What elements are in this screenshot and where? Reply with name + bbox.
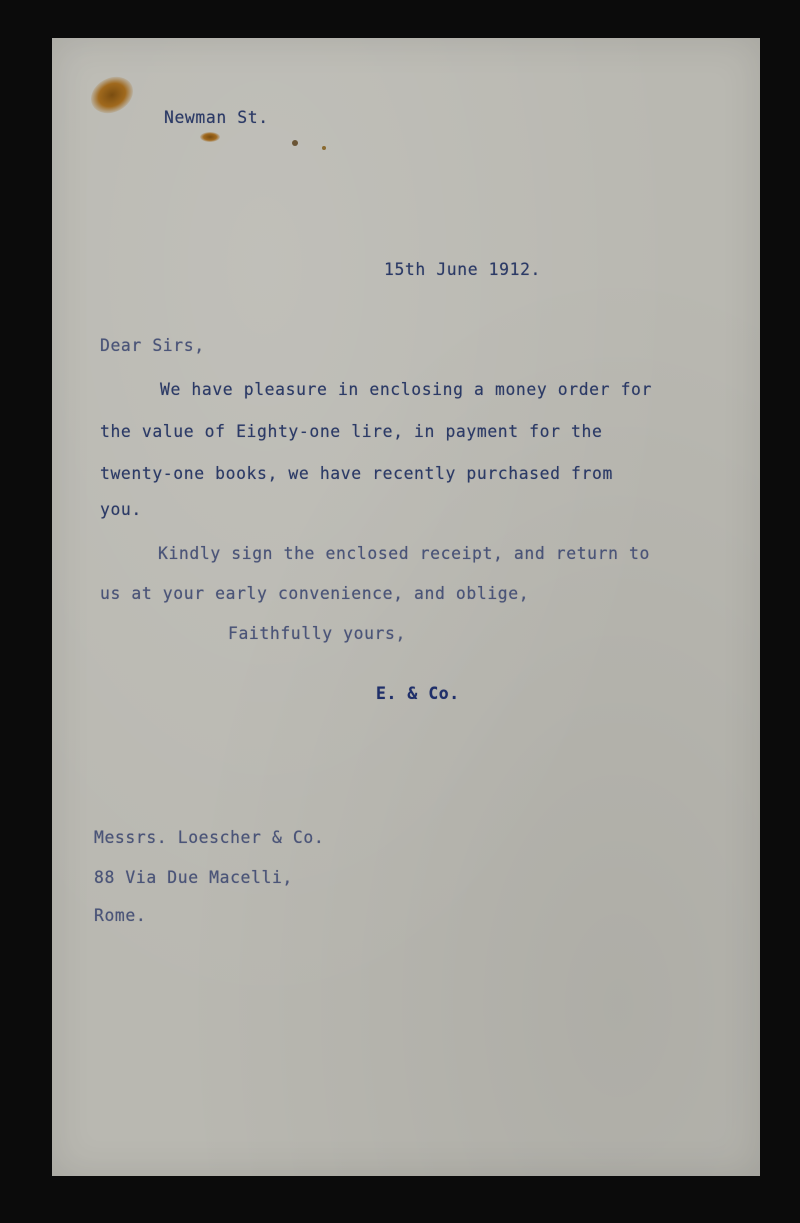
body-line: Kindly sign the enclosed receipt, and return to <box>158 544 650 563</box>
closing: Faithfully yours, <box>228 624 406 643</box>
body-line: the value of Eighty-one lire, in payment for the <box>100 422 603 441</box>
letter-date: 15th June 1912. <box>384 260 542 279</box>
recipient-line: Messrs. Loescher & Co. <box>94 828 325 847</box>
stain-mark <box>322 146 326 150</box>
address-header: Newman St. <box>164 108 269 127</box>
body-line: us at your early convenience, and oblige, <box>100 584 530 603</box>
stain-mark <box>200 132 220 142</box>
recipient-line: Rome. <box>94 906 147 925</box>
stain-mark <box>85 70 140 121</box>
body-line: We have pleasure in enclosing a money order for <box>160 380 652 399</box>
body-line: twenty-one books, we have recently purchased from <box>100 464 613 483</box>
salutation: Dear Sirs, <box>100 336 205 355</box>
body-line: you. <box>100 500 142 519</box>
letter-sheet <box>52 38 760 1176</box>
recipient-line: 88 Via Due Macelli, <box>94 868 293 887</box>
stain-mark <box>292 140 298 146</box>
signature: E. & Co. <box>376 684 460 703</box>
